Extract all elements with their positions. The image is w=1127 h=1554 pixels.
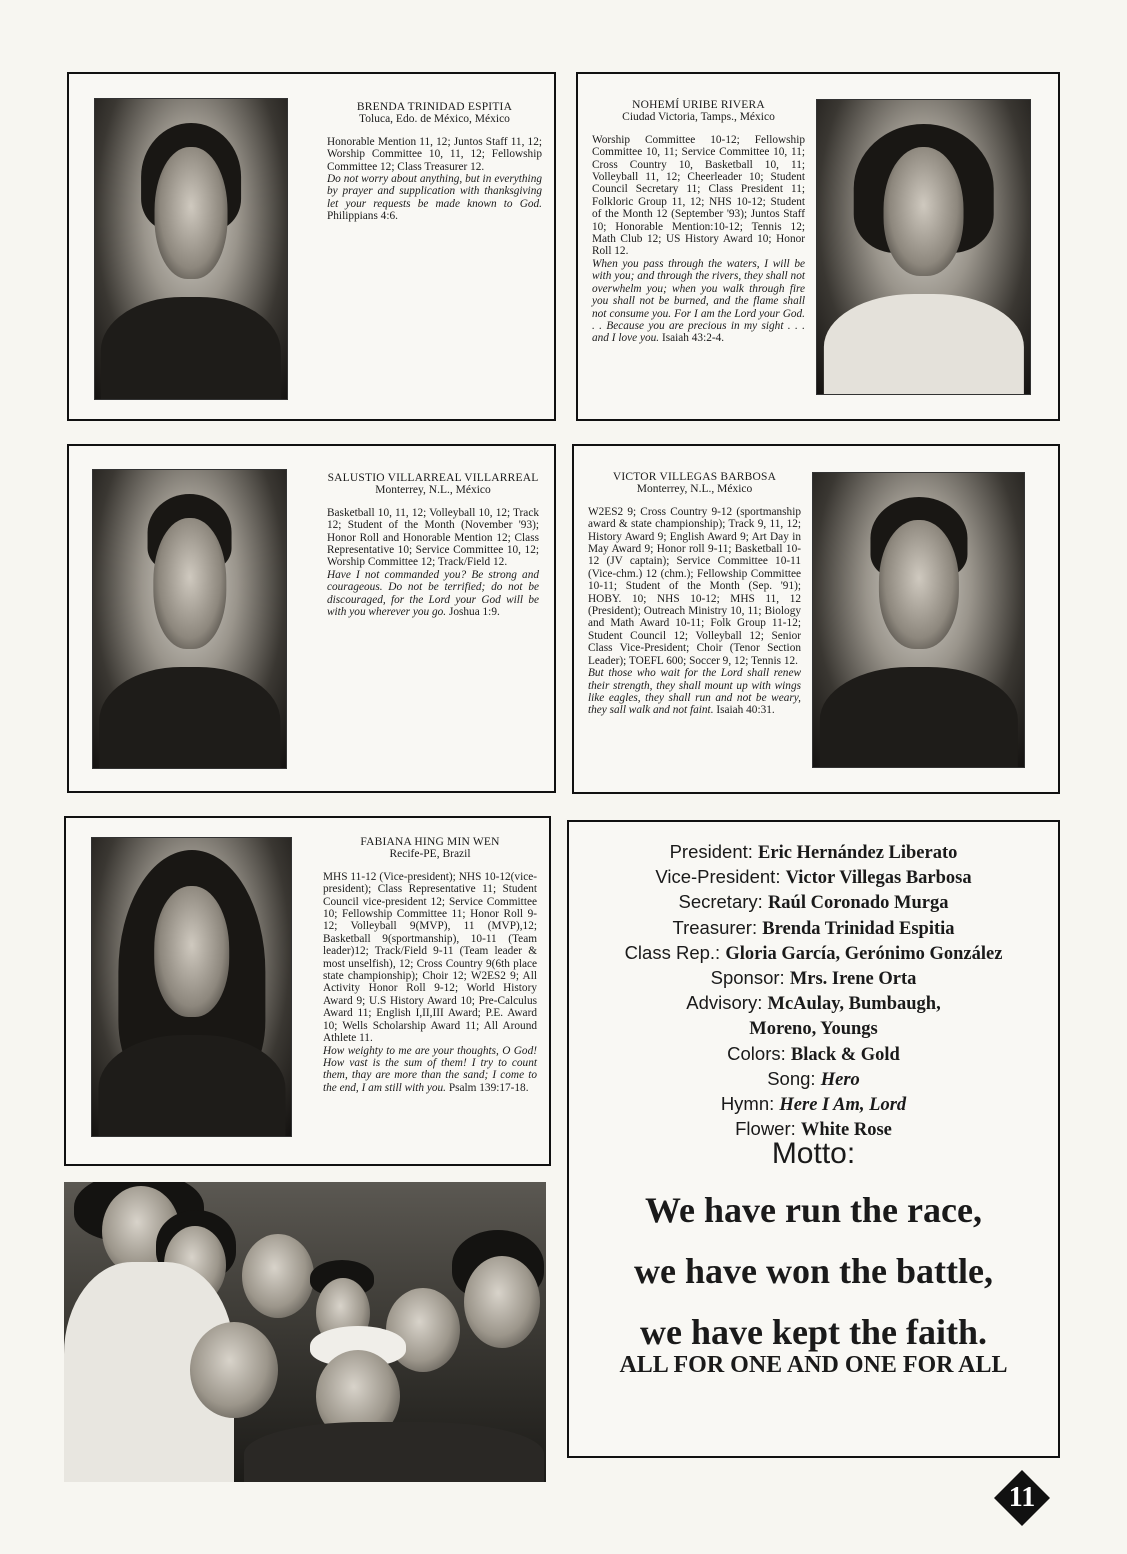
student-bio [592, 99, 805, 345]
officer-row: Hymn: Here I Am, Lord [720, 1093, 907, 1116]
student-hometown: Toluca, Edo. de México, México [359, 113, 510, 126]
group-photo [64, 1182, 546, 1482]
student-hometown: Ciudad Victoria, Tamps., México [622, 111, 775, 124]
quote-reference: Isaiah 43:2-4. [661, 332, 725, 345]
student-portrait [92, 469, 287, 769]
student-activities: MHS 11-12 (Vice-president); NHS 10-12(vice-president); Class Representative 11; Student Council vice-president 12; Service Committee 10; Fellowship Committee 11; Honor Roll 9-12; Volleyball 9(MVP), 11 (MVP),12; Basketball 9(sportmanship), 10-11 (Team leader)12; Track/Field 9-11 (Team leader & most unselfish), 12; Cross Country 9(6th place state championship); Choir 12; W2ES2 9; All Activity Honor Roll 9-12; World History Award 9; U.S History Award 10; Pre-Calculus Award 11; English I,II,III Award; P.E. Award 10; Wells Scholarship Award 11; All Around Athlete 11. [323, 870, 537, 1045]
officer-row: Moreno, Youngs [749, 1019, 878, 1040]
officer-row: Flower: White Rose [735, 1118, 892, 1141]
motto-text: We have run the race, we have won the battle, we have kept the faith. [634, 1190, 993, 1352]
page-number-badge [993, 1469, 1051, 1527]
officer-row: Sponsor: Mrs. Irene Orta [710, 967, 917, 990]
student-portrait [812, 472, 1025, 768]
student-card-brenda [67, 72, 556, 421]
student-hometown: Monterrey, N.L., México [636, 483, 753, 496]
student-activities: Worship Committee 10-12; Fellowship Committee 10, 11; Service Committee 10, 11; Cross Country 10, Basketball 10, 11; Volleyball 11, 12; Cheerleader 10; Student Council Secretary 11; Class President 11; Folkloric Group 11, 12; NHS 10-12; Student of the Month 12 (September '93); Juntos Staff 10; Honorable Mention:10-12; Tennis 12; Math Club 12; US History Award 10; Honor Roll 12. [592, 133, 805, 258]
student-bio [323, 836, 537, 1094]
quote-reference: Isaiah 40:31. [716, 704, 775, 717]
student-quote: Do not worry about anything, but in everything by prayer and supplication with thanksgiving let your requests be made known to God. [327, 173, 542, 210]
officer-row: Advisory: McAulay, Bumbaugh, [686, 992, 941, 1015]
student-quote: When you pass through the waters, I will be with you; and through the rivers, they shall not overwhelm you; when you walk through fire you shall not be burned, and the flame shall not consume you. For I am the Lord your God. . . Because you are precious in my sight . . . and I love you. [592, 257, 805, 345]
officer-row: Class Rep.: Gloria García, Gerónimo González [624, 941, 1003, 964]
quote-reference: Philippians 4:6. [327, 210, 398, 223]
student-portrait [94, 98, 288, 400]
quote-reference: Joshua 1:9. [448, 606, 500, 619]
student-hometown: Recife-PE, Brazil [389, 848, 471, 861]
student-portrait [91, 837, 292, 1137]
officer-row: Colors: Black & Gold [727, 1042, 900, 1065]
student-name: FABIANA HING MIN WEN [360, 836, 500, 848]
student-quote: But those who wait for the Lord shall renew their strength, they shall mount up with wings like eagles, they shall run and not be weary, they sall walk and not faint. [588, 667, 801, 717]
officer-row: Treasurer: Brenda Trinidad Espitia [672, 916, 955, 939]
student-name: BRENDA TRINIDAD ESPITIA [356, 101, 513, 113]
student-name: VICTOR VILLEGAS BARBOSA [612, 471, 777, 483]
student-hometown: Monterrey, N.L., México [375, 484, 491, 497]
officer-row: Secretary: Raúl Coronado Murga [678, 891, 949, 914]
student-activities: Honorable Mention 11, 12; Juntos Staff 11, 12; Worship Committee 10, 11, 12; Fellowship Committee 12; Class Treasurer 12. [327, 135, 542, 173]
class-slogan: ALL FOR ONE AND ONE FOR ALL [619, 1352, 1008, 1378]
student-card-nohemi [576, 72, 1060, 421]
student-bio [327, 472, 539, 618]
quote-reference: Psalm 139:17-18. [448, 1081, 529, 1094]
student-card-victor [572, 444, 1060, 794]
student-bio [327, 101, 542, 223]
student-bio [588, 471, 801, 717]
officer-row: Vice-President: Victor Villegas Barbosa [655, 866, 972, 889]
class-info-box [567, 820, 1060, 1458]
student-card-fabiana [64, 816, 551, 1166]
student-quote: Have I not commanded you? Be strong and courageous. Do not be terrified; do not be discouraged, for the Lord your God will be with you wherever you go. [327, 568, 539, 619]
officer-row: President: Eric Hernández Liberato [669, 841, 958, 863]
student-activities: W2ES2 9; Cross Country 9-12 (sportmanship award & state championship); Track 9, 11, 12; History Award 9; English Award 9; Art Day in May Award 9; Honor roll 9-11; Basketball 10-12 (JV captain); Service Committee 10-11 (Vice-chm.) 12 (chm.); Fellowship Committee 10-11; Student of the Month (Sep. '91); HOBY. 10; NHS 10-12; MHS 11, 12 (President); Outreach Ministry 10, 11; Biology and Math Award 10-11; Folk Group 11-12; Student Council 12; Volleyball 12; Senior Class Vice-President; Choir (Tenor Section Leader); TOEFL 600; Soccer 9, 12; Tennis 12. [588, 505, 801, 667]
student-name: NOHEMÍ URIBE RIVERA [632, 99, 765, 111]
student-card-salustio [67, 444, 556, 793]
officer-row: Song: Hero [767, 1067, 860, 1090]
student-activities: Basketball 10, 11, 12; Volleyball 10, 12; Track 12; Student of the Month (November '93); Honor Roll and Honorable Mention 12; Class Representative 10; Service Committee 10, 12; Worship Committee 12; Track/Field 12. [327, 506, 539, 569]
student-name: SALUSTIO VILLARREAL VILLARREAL [327, 472, 539, 484]
student-quote: How weighty to me are your thoughts, O God! How vast is the sum of them! I try to count them, thay are more than the sand; I come to the end, I am still with you. [323, 1044, 537, 1094]
student-portrait [816, 99, 1031, 395]
motto-title: Motto: [771, 1137, 856, 1170]
page-number: 11 [1008, 1482, 1036, 1513]
class-officers-list [577, 840, 1050, 1142]
